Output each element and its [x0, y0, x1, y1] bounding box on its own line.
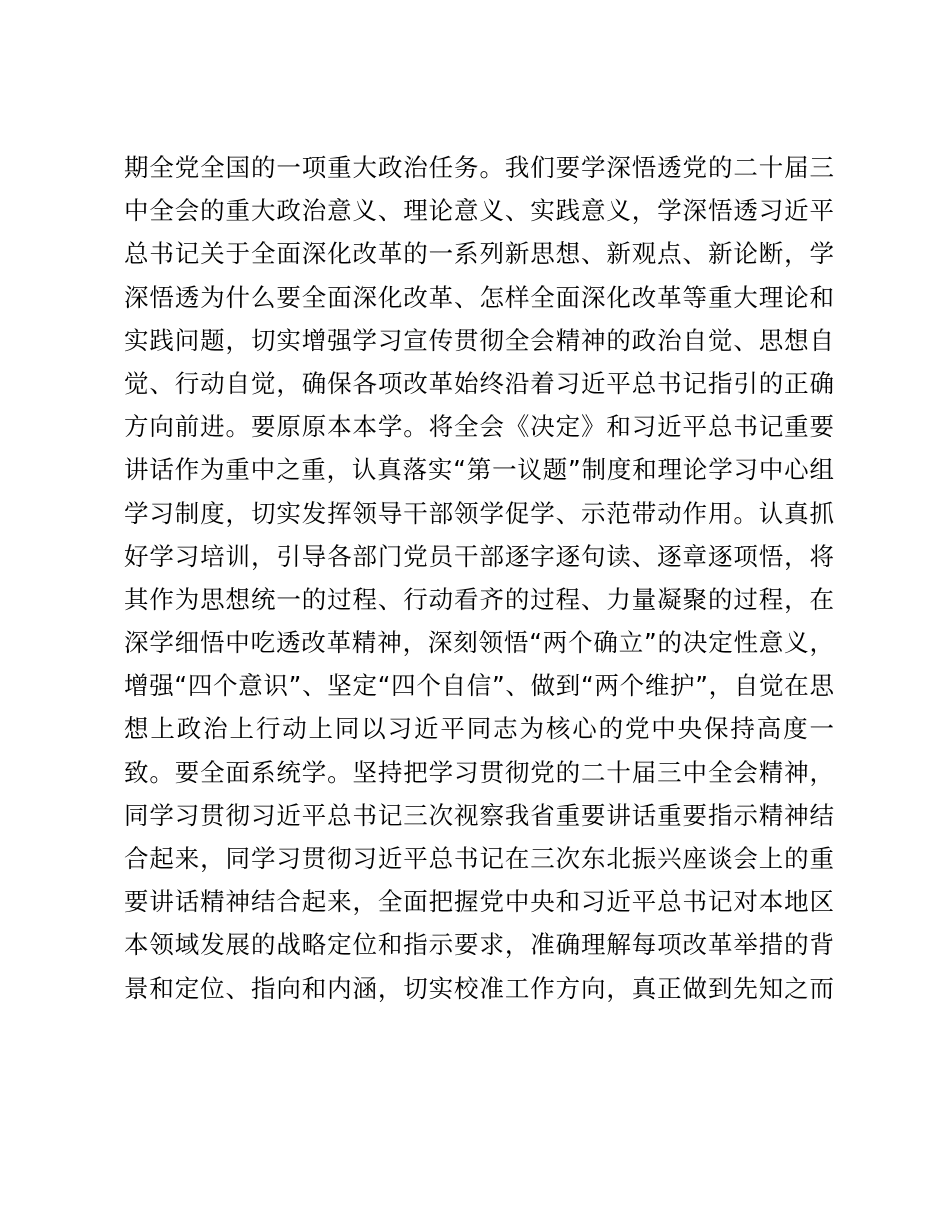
text-line: 其作为思想统一的过程、行动看齐的过程、力量凝聚的过程，在 [124, 584, 834, 614]
text-line: 本领域发展的战略定位和指示要求，准确理解每项改革举措的背 [124, 930, 834, 960]
text-line: 觉、行动自觉，确保各项改革始终沿着习近平总书记指引的正确 [124, 368, 834, 398]
text-line: 景和定位、指向和内涵，切实校准工作方向，真正做到先知之而 [124, 973, 834, 1003]
text-line: 致。要全面系统学。坚持把学习贯彻党的二十届三中全会精神， [124, 757, 834, 787]
text-line: 总书记关于全面深化改革的一系列新思想、新观点、新论断，学 [124, 239, 834, 269]
text-line: 同学习贯彻习近平总书记三次视察我省重要讲话重要指示精神结 [124, 800, 834, 830]
text-line: 学习制度，切实发挥领导干部领学促学、示范带动作用。认真抓 [124, 498, 834, 528]
text-line: 增强“四个意识”、坚定“四个自信”、做到“两个维护”，自觉在思 [124, 671, 834, 701]
text-line: 深悟透为什么要全面深化改革、怎样全面深化改革等重大理论和 [124, 282, 834, 312]
text-line: 方向前进。要原原本本学。将全会《决定》和习近平总书记重要 [124, 412, 834, 442]
text-line: 好学习培训，引导各部门党员干部逐字逐句读、逐章逐项悟，将 [124, 541, 834, 571]
text-line: 深学细悟中吃透改革精神，深刻领悟“两个确立”的决定性意义， [124, 628, 834, 658]
text-line: 讲话作为重中之重，认真落实“第一议题”制度和理论学习中心组 [124, 455, 834, 485]
text-line: 期全党全国的一项重大政治任务。我们要学深悟透党的二十届三 [124, 153, 834, 182]
text-line: 想上政治上行动上同以习近平同志为核心的党中央保持高度一 [124, 714, 834, 744]
text-line: 合起来，同学习贯彻习近平总书记在三次东北振兴座谈会上的重 [124, 844, 834, 873]
text-line: 要讲话精神结合起来，全面把握党中央和习近平总书记对本地区 [124, 887, 834, 917]
text-line: 实践问题，切实增强学习宣传贯彻全会精神的政治自觉、思想自 [124, 325, 834, 355]
text-line: 中全会的重大政治意义、理论意义、实践意义，学深悟透习近平 [124, 196, 834, 226]
body-paragraph [124, 146, 834, 1010]
